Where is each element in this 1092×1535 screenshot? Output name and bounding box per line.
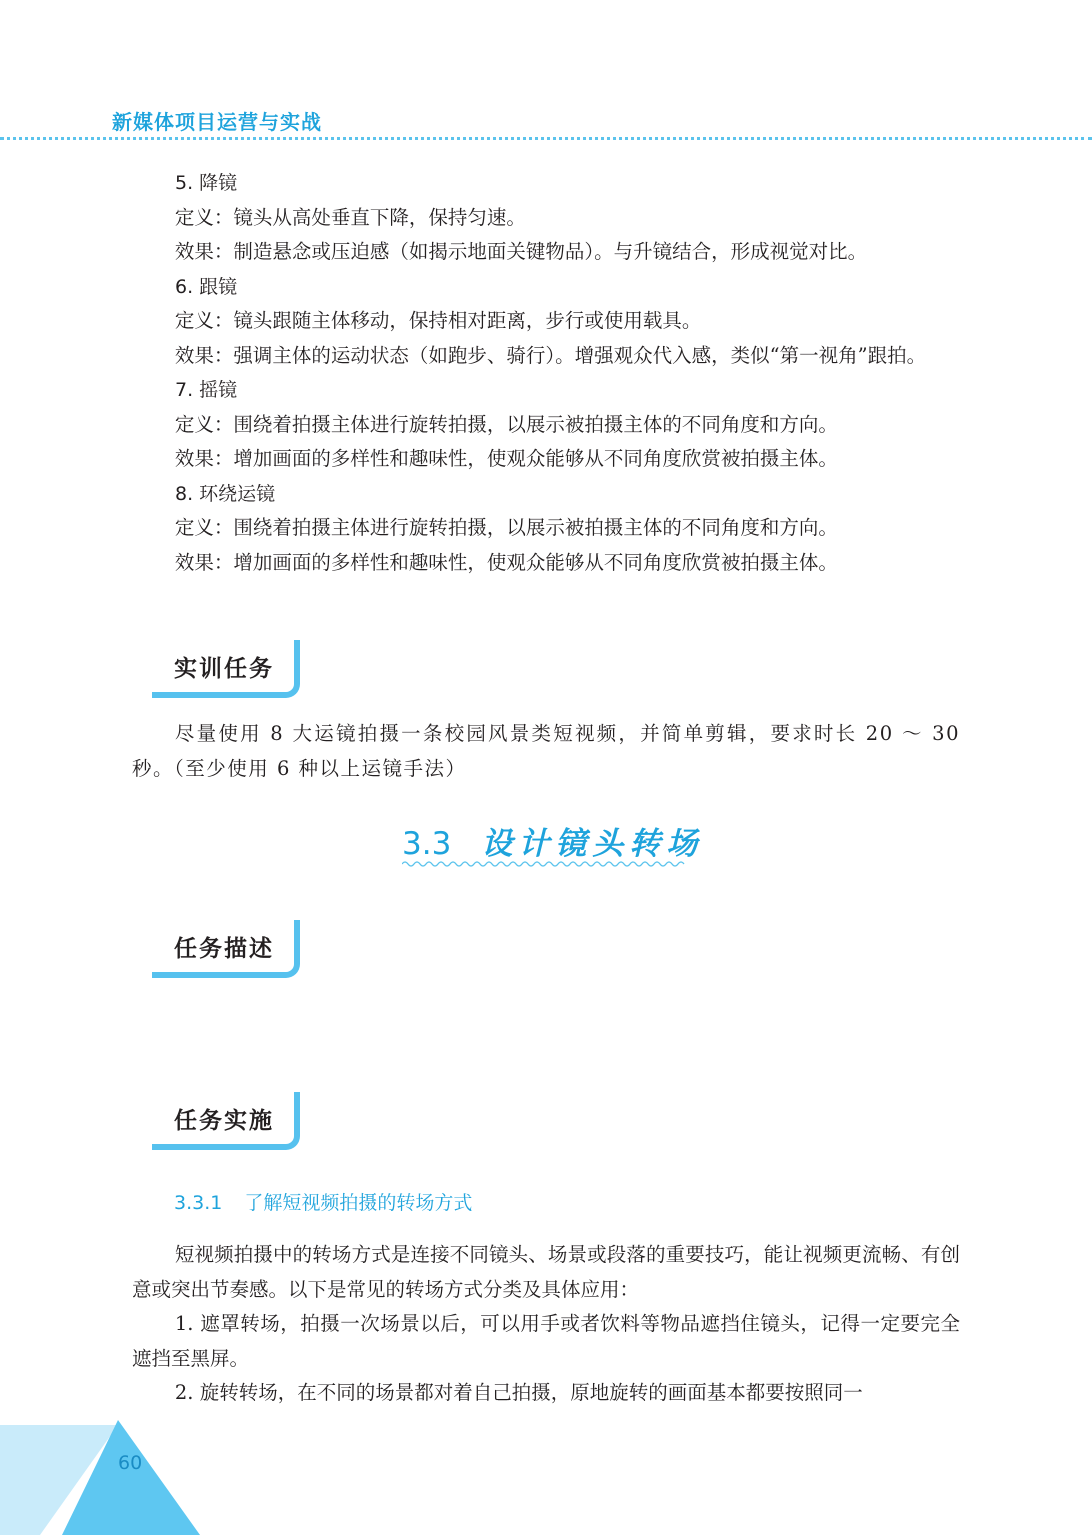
task-description-label: 任务描述: [174, 936, 274, 962]
training-task-text: 尽量使用 8 大运镜拍摄一条校园风景类短视频，并简单剪辑，要求时长 20 ～ 30 秒。（至少使用 6 种以上运镜手法）: [132, 722, 960, 780]
section-title-text: 设计镜头转场: [481, 826, 704, 862]
item-heading: 7. 摇镜: [175, 379, 238, 401]
top-items: [132, 166, 960, 580]
item-line: 效果：增加画面的多样性和趣味性，使观众能够从不同角度欣赏被拍摄主体。: [174, 550, 838, 574]
running-header: 新媒体项目运营与实战: [112, 110, 322, 134]
item-line: 定义：镜头从高处垂直下降，保持匀速。: [174, 205, 526, 229]
section-title: [402, 818, 703, 863]
item-heading: 8. 环绕运镜: [175, 482, 276, 505]
subsection-heading: [174, 1188, 472, 1215]
page-number: 60: [118, 1452, 143, 1474]
section-number: 3.3: [402, 826, 452, 862]
item-line: 定义：镜头跟随主体移动，保持相对距离，步行或使用载具。: [174, 309, 702, 332]
task-implementation-label: 任务实施: [174, 1108, 274, 1134]
subsection-title: 了解短视频拍摄的转场方式: [244, 1192, 473, 1214]
body-text: [132, 1238, 960, 1411]
body-paragraph: 2. 旋转转场，在不同的场景都对着自己拍摄，原地旋转的画面基本都要按照同一: [174, 1381, 863, 1404]
title-wave-underline: [402, 860, 686, 868]
item-line: 效果：强调主体的运动状态（如跑步、骑行）。增强观众代入感，类似“第一视角”跟拍。: [174, 343, 927, 367]
corner-decoration: [0, 1420, 200, 1535]
training-task-box: [152, 640, 302, 698]
header-dotted-rule: [0, 137, 1092, 140]
task-implementation-box: [152, 1092, 302, 1150]
item-line: 效果：增加画面的多样性和趣味性，使观众能够从不同角度欣赏被拍摄主体。: [174, 447, 838, 470]
subsection-number: 3.3.1: [174, 1192, 223, 1214]
item-line: 定义：围绕着拍摄主体进行旋转拍摄，以展示被拍摄主体的不同角度和方向。: [174, 516, 838, 539]
training-text-block: [132, 717, 960, 786]
item-line: 效果：制造悬念或压迫感（如揭示地面关键物品）。与升镜结合，形成视觉对比。: [174, 240, 868, 263]
item-line: 定义：围绕着拍摄主体进行旋转拍摄，以展示被拍摄主体的不同角度和方向。: [174, 412, 838, 436]
task-description-box: [152, 920, 302, 978]
item-heading: 5. 降镜: [175, 172, 238, 194]
body-paragraph: 1. 遮罩转场，拍摄一次场景以后，可以用手或者饮料等物品遮挡住镜头，记得一定要完全遮挡至黑屏。: [132, 1312, 960, 1370]
item-heading: 6. 跟镜: [175, 275, 238, 298]
body-paragraph: 短视频拍摄中的转场方式是连接不同镜头、场景或段落的重要技巧，能让视频更流畅、有创意或突出节奏感。以下是常见的转场方式分类及具体应用：: [132, 1243, 960, 1301]
training-task-label: 实训任务: [174, 656, 274, 682]
